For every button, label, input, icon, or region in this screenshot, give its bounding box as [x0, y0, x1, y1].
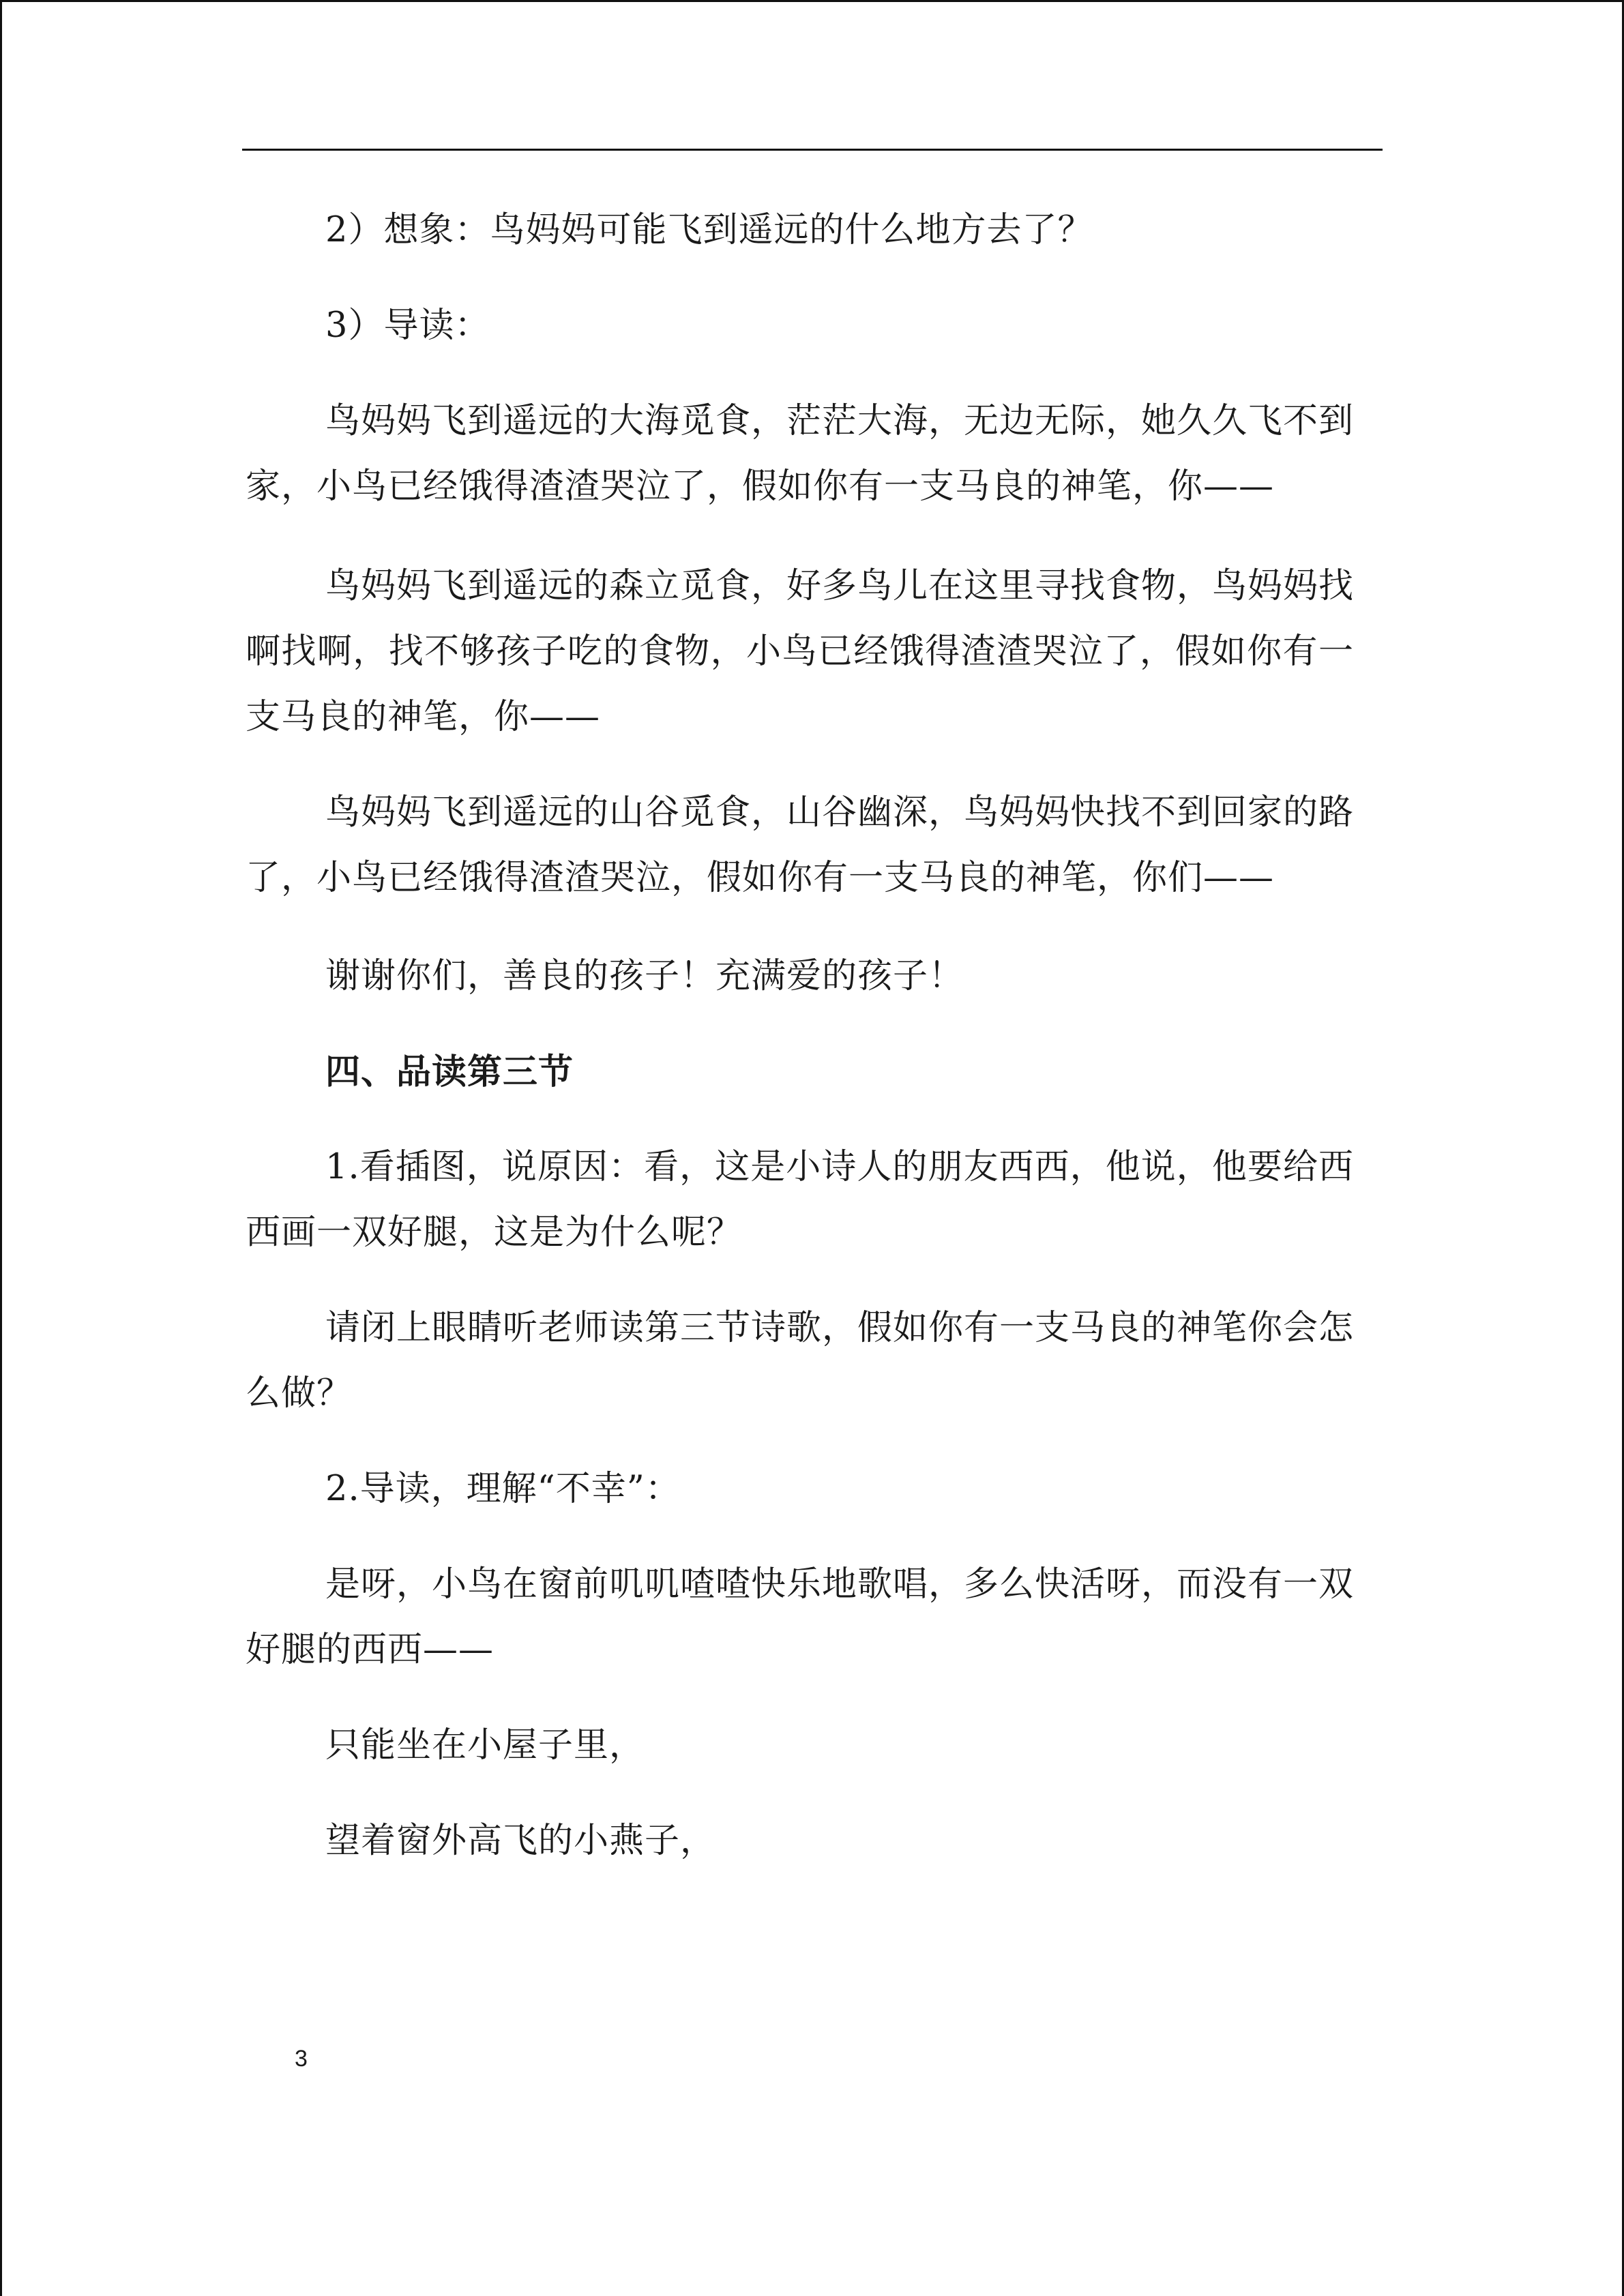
section-heading: 四、品读第三节 — [325, 1052, 574, 1092]
paragraph-xixi: 是呀，小鸟在窗前叽叽喳喳快乐地歌唱，多么快活呀，而没有一双好腿的西西—— — [246, 1564, 1355, 1670]
poem-line-1: 只能坐在小屋子里， — [325, 1725, 645, 1765]
poem-line-2: 望着窗外高飞的小燕子， — [325, 1821, 716, 1861]
page-number: 3 — [295, 2046, 308, 2072]
header-rule — [242, 149, 1383, 151]
paragraph-imagine: 2）想象：鸟妈妈可能飞到遥远的什么地方去了？ — [325, 210, 1093, 250]
page-border-top — [0, 0, 1624, 2]
page-border-left — [0, 0, 2, 2296]
paragraph-forest: 鸟妈妈飞到遥远的森立觅食，好多鸟儿在这里寻找食物，鸟妈妈找啊找啊，找不够孩子吃的食物，小鸟已经饿得渣渣哭泣了，假如你有一支马良的神笔，你—— — [246, 566, 1355, 737]
paragraph-thanks: 谢谢你们，善良的孩子！充满爱的孩子！ — [325, 956, 964, 996]
paragraph-sea: 鸟妈妈飞到遥远的大海觅食，茫茫大海，无边无际，她久久飞不到家，小鸟已经饿得渣渣哭泣了，假如你有一支马良的神笔，你—— — [246, 401, 1355, 507]
paragraph-guided-reading-label: 3）导读： — [325, 305, 490, 346]
document-body — [246, 198, 1354, 1874]
paragraph-illustration: 1.看插图，说原因：看，这是小诗人的朋友西西，他说，他要给西西画一双好腿，这是为什么呢？ — [246, 1147, 1354, 1253]
paragraph-understand-misfortune: 2.导读，理解“不幸”： — [325, 1469, 681, 1509]
paragraph-valley: 鸟妈妈飞到遥远的山谷觅食，山谷幽深，鸟妈妈快找不到回家的路了，小鸟已经饿得渣渣哭泣，假如你有一支马良的神笔，你们—— — [246, 792, 1355, 898]
paragraph-close-eyes: 请闭上眼睛听老师读第三节诗歌，假如你有一支马良的神笔你会怎么做？ — [246, 1308, 1355, 1414]
